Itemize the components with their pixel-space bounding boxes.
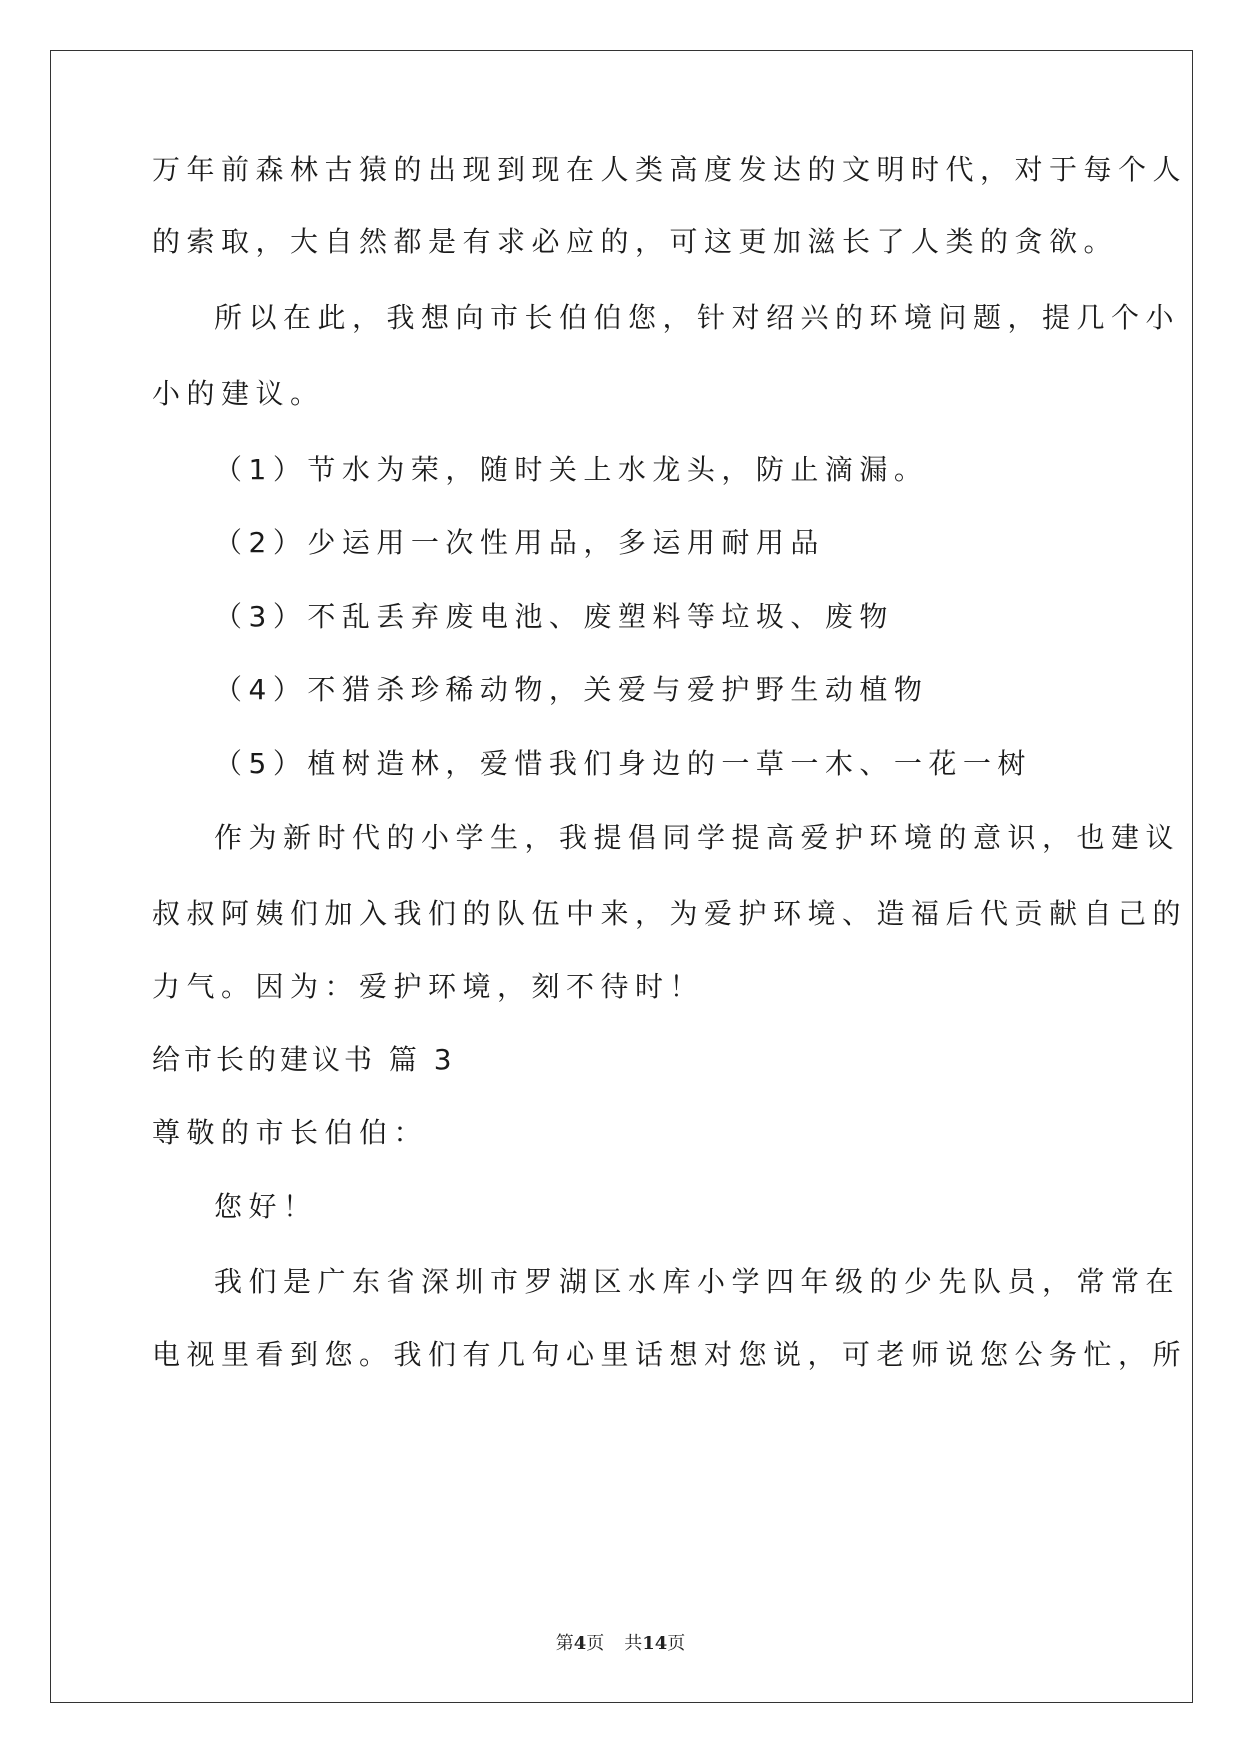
footer-prefix: 第 bbox=[555, 1633, 574, 1654]
text-line: 万年前森林古猿的出现到现在人类高度发达的文明时代，对于每个人 bbox=[152, 153, 1188, 186]
text-line: 所以在此，我想向市长伯伯您，针对绍兴的环境问题，提几个小 bbox=[214, 301, 1181, 334]
current-page-number: 4 bbox=[573, 1633, 587, 1654]
list-item: （2）少运用一次性用品，多运用耐用品 bbox=[214, 526, 825, 559]
footer-total-suffix: 页 bbox=[667, 1633, 686, 1654]
text-line: 我们是广东省深圳市罗湖区水库小学四年级的少先队员，常常在 bbox=[214, 1265, 1181, 1298]
text-line: 叔叔阿姨们加入我们的队伍中来，为爱护环境、造福后代贡献自己的 bbox=[152, 897, 1188, 930]
salutation: 尊敬的市长伯伯： bbox=[152, 1116, 429, 1149]
total-page-number: 14 bbox=[642, 1633, 668, 1654]
section-heading: 给市长的建议书 篇 3 bbox=[152, 1043, 456, 1076]
text-line: 电视里看到您。我们有几句心里话想对您说，可老师说您公务忙，所 bbox=[152, 1338, 1188, 1371]
list-item: （3）不乱丢弃废电池、废塑料等垃圾、废物 bbox=[214, 600, 894, 633]
list-item: （1）节水为荣，随时关上水龙头，防止滴漏。 bbox=[214, 453, 929, 486]
footer-page-word: 页 bbox=[586, 1633, 605, 1654]
text-line: 力气。因为：爱护环境，刻不待时！ bbox=[152, 970, 705, 1003]
list-item: （4）不猎杀珍稀动物，关爱与爱护野生动植物 bbox=[214, 673, 929, 706]
text-line: 作为新时代的小学生，我提倡同学提高爱护环境的意识，也建议 bbox=[214, 821, 1181, 854]
footer-total-prefix: 共 bbox=[624, 1633, 643, 1654]
page-footer bbox=[0, 1632, 1241, 1656]
greeting: 您好！ bbox=[214, 1190, 318, 1223]
text-line: 的索取，大自然都是有求必应的，可这更加滋长了人类的贪欲。 bbox=[152, 225, 1119, 258]
list-item: （5）植树造林，爱惜我们身边的一草一木、一花一树 bbox=[214, 747, 1032, 780]
text-line: 小的建议。 bbox=[152, 377, 325, 410]
